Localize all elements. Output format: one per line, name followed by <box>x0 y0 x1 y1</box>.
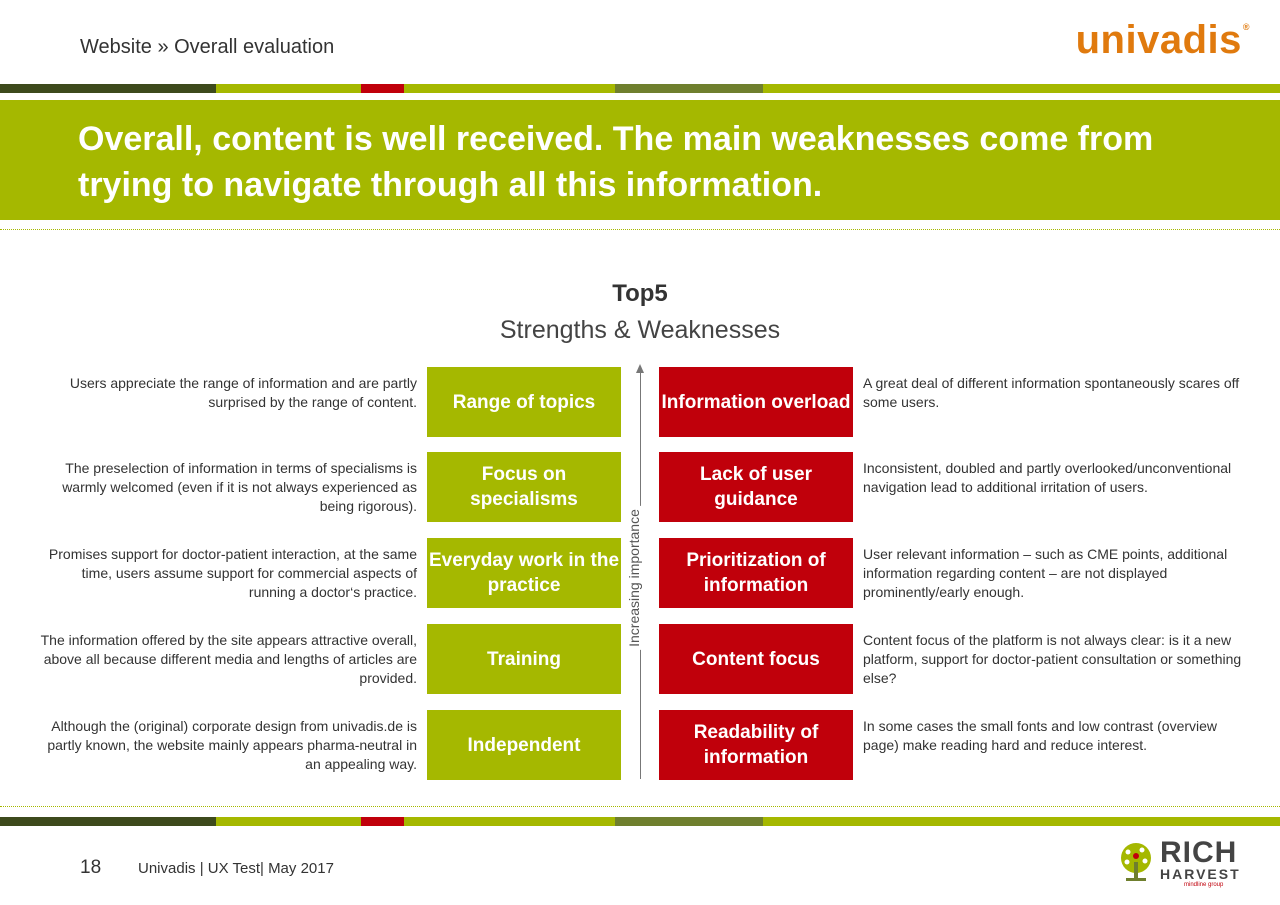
rich-harvest-tagline: mindline group <box>1184 882 1224 888</box>
weakness-box: Content focus <box>659 624 853 694</box>
strength-description: The preselection of information in terms of specialisms is warmly welcomed (even if it is not always experienced as being rigorous). <box>62 460 417 514</box>
footer-caption: Univadis | UX Test| May 2017 <box>138 860 334 877</box>
strength-box: Everyday work in the practice <box>427 538 621 608</box>
strength-description: Users appreciate the range of information and are partly surprised by the range of content. <box>69 375 417 410</box>
logo-registered-mark: ® <box>1242 22 1250 32</box>
headline-title: Overall, content is well received. The main weaknesses come from trying to navigate through all this information. <box>78 120 1154 204</box>
strength-box: Range of topics <box>427 367 621 437</box>
weakness-description: Content focus of the platform is not always clear: is it a new platform, support for doctor-patient consultation or something else? <box>863 632 1242 686</box>
strength-description: The information offered by the site appears attractive overall, above all because different media and lengths of articles are provided. <box>40 632 417 686</box>
banner-dotted-divider <box>0 229 1280 230</box>
top-color-stripe <box>0 84 1280 93</box>
rich-harvest-line2: HARVEST <box>1160 866 1241 882</box>
strength-box: Independent <box>427 710 621 780</box>
bottom-color-stripe <box>0 817 1280 826</box>
weakness-description: User relevant information – such as CME points, additional information regarding content – are not displayed prominently/early enough. <box>863 546 1228 600</box>
weakness-description: Inconsistent, doubled and partly overlooked/unconventional navigation lead to additional irritation of users. <box>863 460 1232 495</box>
strength-description: Promises support for doctor-patient interaction, at the same time, users assume support for commercial aspects of running a doctor‘s practice. <box>48 546 417 600</box>
arrow-up-icon <box>636 364 644 373</box>
headline-banner <box>0 100 1280 220</box>
chart-title: Top5 <box>612 280 668 307</box>
importance-axis-label: Increasing importance <box>626 506 642 650</box>
weakness-description: In some cases the small fonts and low contrast (overview page) make reading hard and reduce interest. <box>863 718 1218 753</box>
rich-harvest-line1: RICH <box>1160 836 1238 869</box>
tree-icon <box>1114 840 1158 884</box>
chart-subtitle: Strengths & Weaknesses <box>499 316 781 344</box>
footer-dotted-divider <box>0 806 1280 807</box>
weakness-box: Prioritization of information <box>659 538 853 608</box>
page-number: 18 <box>80 857 102 878</box>
strength-description: Although the (original) corporate design from univadis.de is partly known, the website mainly appears pharma-neutral in an appealing way. <box>47 718 417 772</box>
logo-text: univadis <box>1075 18 1242 62</box>
weakness-description: A great deal of different information spontaneously scares off some users. <box>863 375 1240 410</box>
weakness-box: Information overload <box>659 367 853 437</box>
breadcrumb: Website » Overall evaluation <box>80 36 335 58</box>
strength-box: Training <box>427 624 621 694</box>
weakness-box: Lack of user guidance <box>659 452 853 522</box>
strength-box: Focus on specialisms <box>427 452 621 522</box>
univadis-logo <box>1076 18 1250 63</box>
weakness-box: Readability of information <box>659 710 853 780</box>
